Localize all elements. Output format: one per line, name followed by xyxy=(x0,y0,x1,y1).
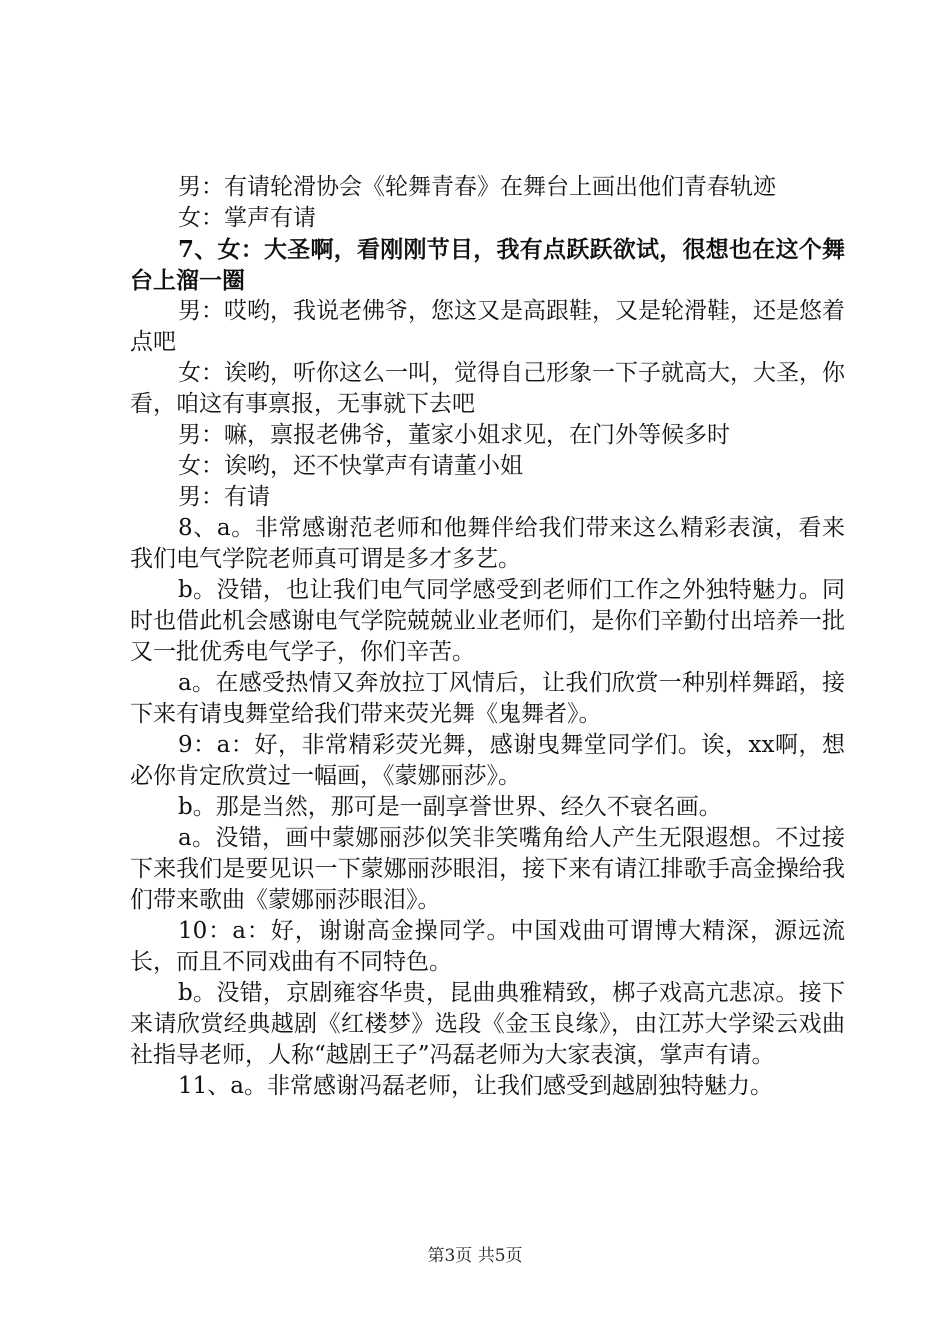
paragraph: b。没错，也让我们电气同学感受到老师们工作之外独特魅力。同时也借此机会感谢电气学院兢兢业业老师们，是你们辛勤付出培养一批又一批优秀电气学子，你们辛苦。 xyxy=(130,577,845,665)
paragraph: 男：嘛，禀报老佛爷，董家小姐求见，在门外等候多时 xyxy=(178,422,730,448)
paragraph: 11、a。非常感谢冯磊老师，让我们感受到越剧独特魅力。 xyxy=(178,1073,773,1099)
paragraph: a。没错，画中蒙娜丽莎似笑非笑嘴角给人产生无限遐想。不过接下来我们是要见识一下蒙娜丽莎眼泪，接下来有请江排歌手高金操给我们带来歌曲《蒙娜丽莎眼泪》。 xyxy=(130,825,845,913)
paragraph: 男：有请轮滑协会《轮舞青春》在舞台上画出他们青春轨迹 xyxy=(178,174,776,200)
paragraph: 男：哎哟，我说老佛爷，您这又是高跟鞋，又是轮滑鞋，还是悠着点吧 xyxy=(130,298,845,355)
page-footer: 第3页 共5页 xyxy=(427,1246,523,1266)
paragraph: a。在感受热情又奔放拉丁风情后，让我们欣赏一种别样舞蹈，接下来有请曳舞堂给我们带来荧光舞《鬼舞者》。 xyxy=(130,670,845,727)
paragraph: 9：a：好，非常精彩荧光舞，感谢曳舞堂同学们。诶，xx啊，想必你肯定欣赏过一幅画，《蒙娜丽莎》。 xyxy=(130,732,845,789)
paragraph: 女：诶哟，还不快掌声有请董小姐 xyxy=(178,453,523,479)
paragraph: 10：a：好，谢谢高金操同学。中国戏曲可谓博大精深，源远流长，而且不同戏曲有不同特色。 xyxy=(130,918,845,975)
paragraph: 8、a。非常感谢范老师和他舞伴给我们带来这么精彩表演，看来我们电气学院老师真可谓是多才多艺。 xyxy=(130,515,845,572)
document-body xyxy=(130,172,845,1102)
paragraph-heading: 7、女：大圣啊，看刚刚节目，我有点跃跃欲试，很想也在这个舞台上溜一圈 xyxy=(130,236,845,294)
paragraph: b。那是当然，那可是一副享誉世界、经久不衰名画。 xyxy=(178,794,722,820)
paragraph: 女：掌声有请 xyxy=(178,205,316,231)
paragraph: b。没错，京剧雍容华贵，昆曲典雅精致，梆子戏高亢悲凉。接下来请欣赏经典越剧《红楼梦》选段《金玉良缘》，由江苏大学梁云戏曲社指导老师，人称“越剧王子”冯磊老师为大家表演，掌声有请。 xyxy=(130,980,845,1068)
paragraph: 男：有请 xyxy=(178,484,270,510)
paragraph: 女：诶哟，听你这么一叫，觉得自己形象一下子就高大，大圣，你看，咱这有事禀报，无事就下去吧 xyxy=(130,360,845,417)
